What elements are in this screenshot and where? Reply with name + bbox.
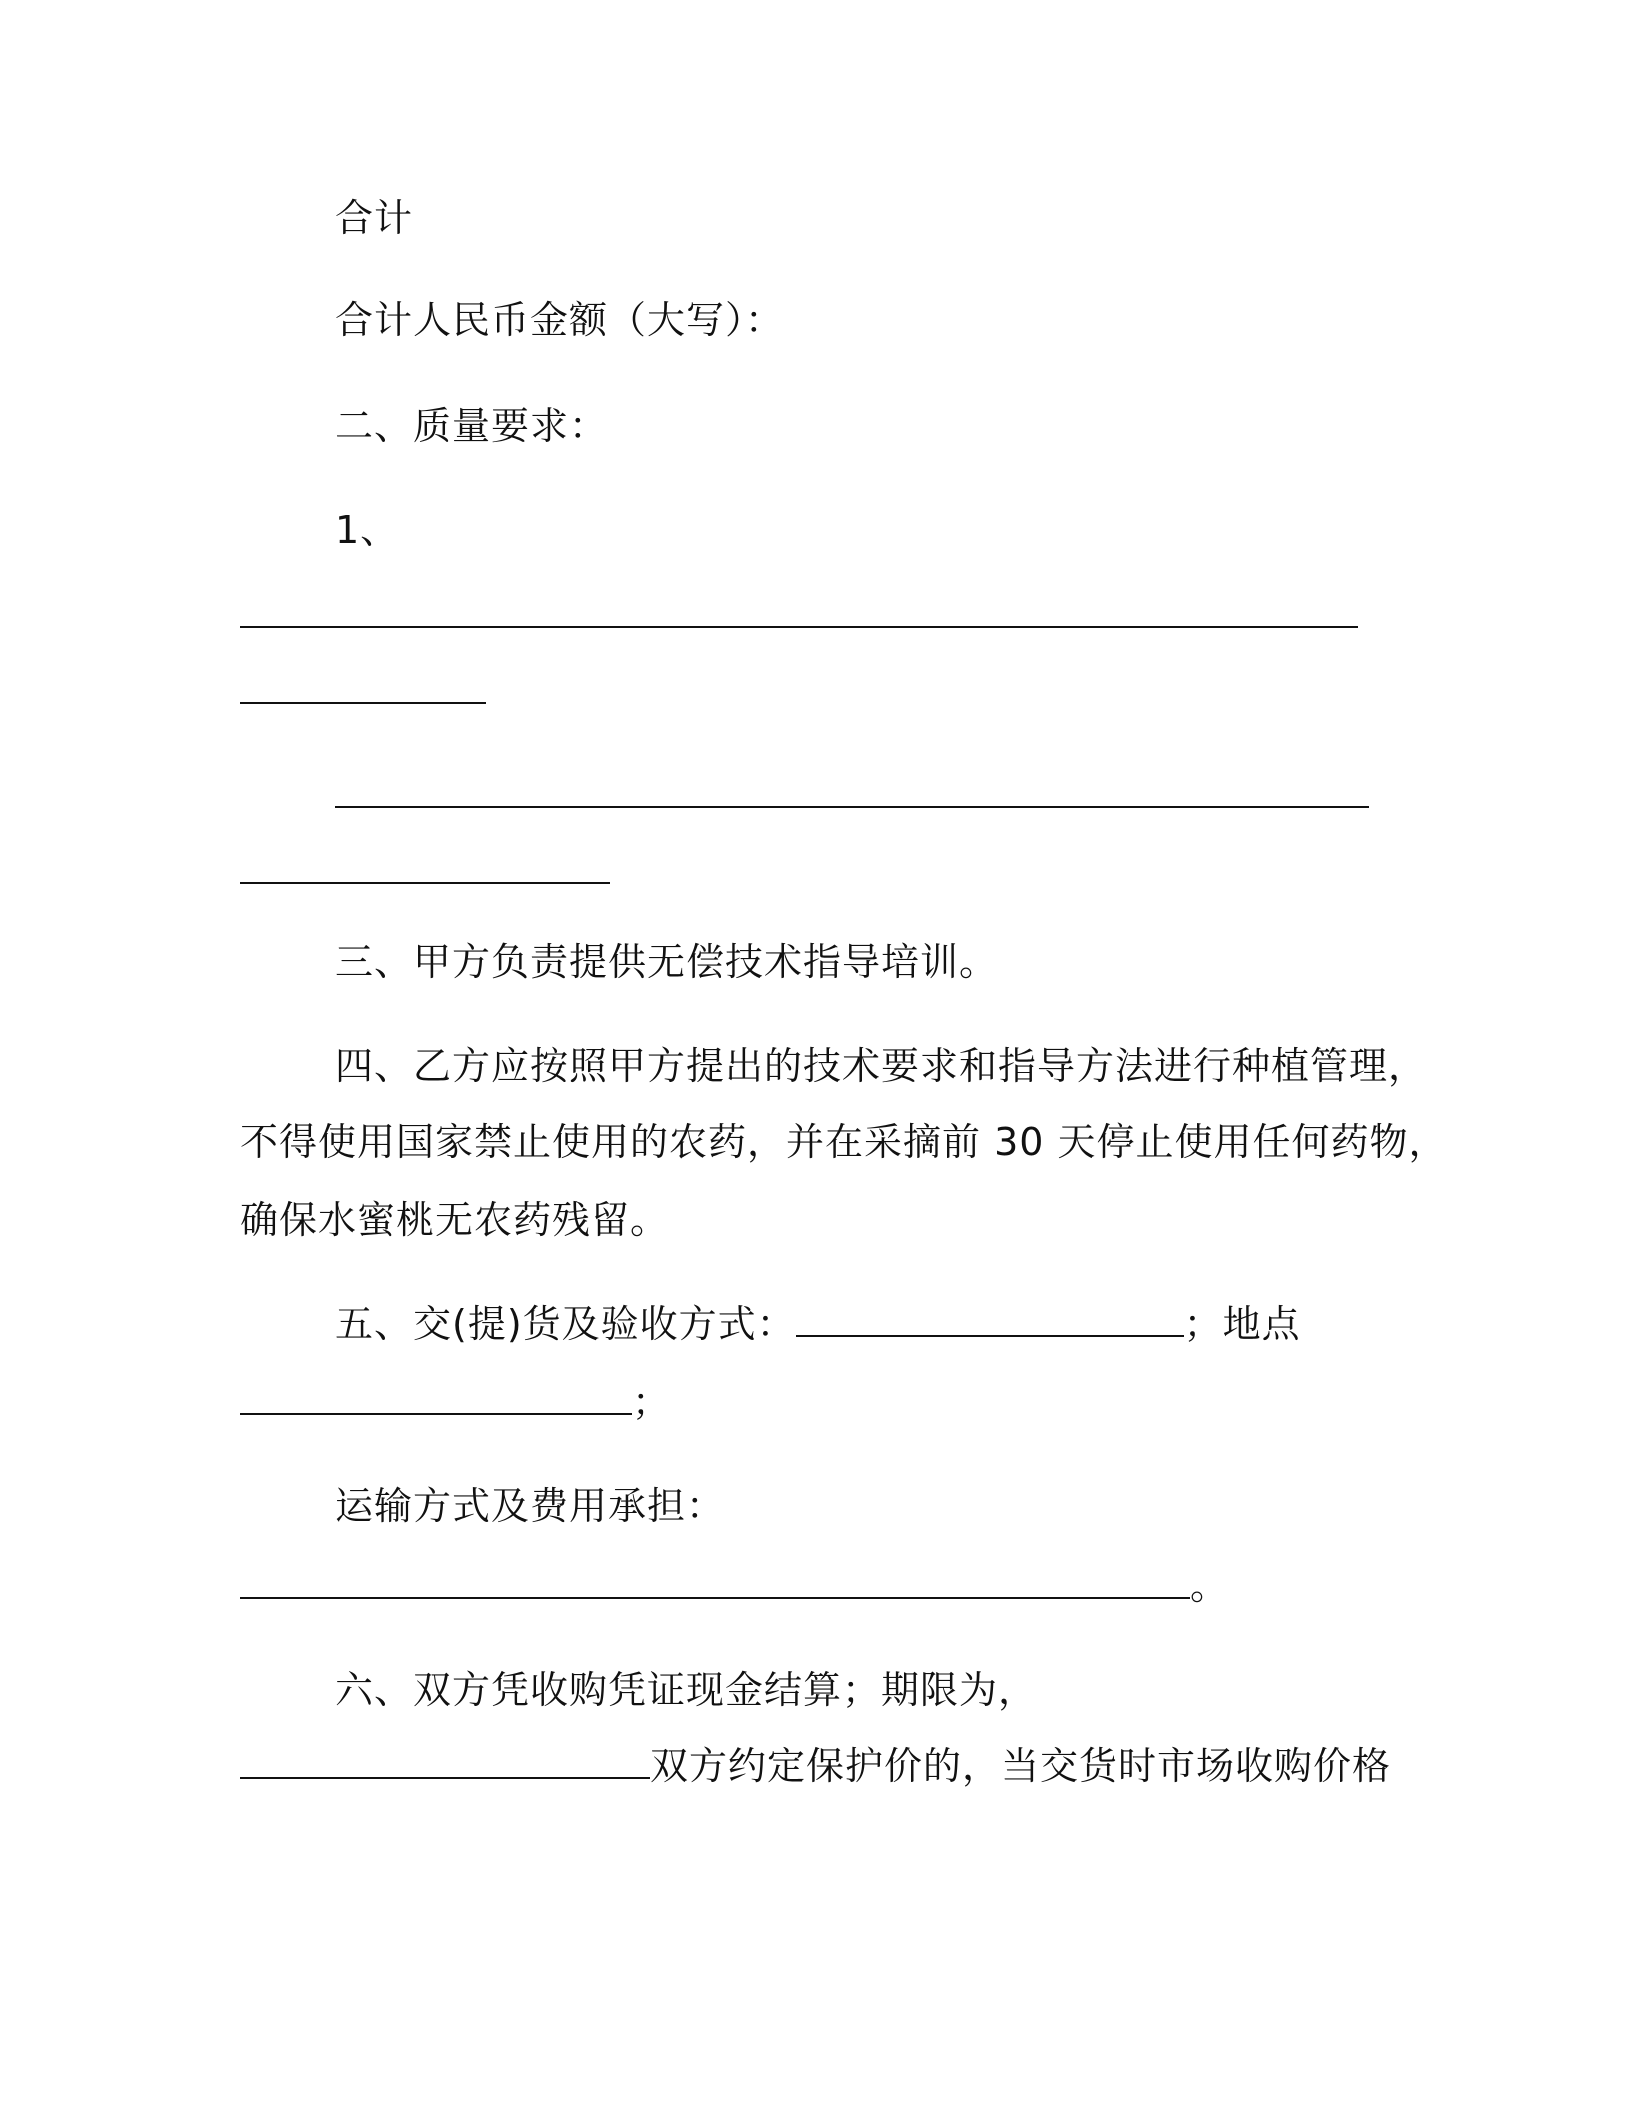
settlement-term-blank: [240, 1747, 650, 1779]
delivery-method-blank: [796, 1305, 1184, 1337]
transport-label: 运输方式及费用承担：: [335, 1484, 726, 1528]
transport-line: [240, 1562, 1229, 1610]
section5-line2: [240, 1378, 671, 1426]
blank-line-2b: [240, 880, 610, 884]
section5-line1: [335, 1300, 1301, 1348]
blank-line-2a: [335, 804, 1369, 808]
blank-line-1a: [240, 624, 1358, 628]
heji-amount-label: 合计人民币金额（大写）：: [335, 298, 785, 342]
section4-line3: 确保水蜜桃无农药残留。: [240, 1198, 670, 1242]
item1-label: 1、: [335, 508, 400, 552]
section5-end: ；: [632, 1380, 672, 1424]
section4-line2: 不得使用国家禁止使用的农药，并在采摘前 30 天停止使用任何药物，: [240, 1120, 1448, 1164]
section5-label: 五、交(提)货及验收方式：: [335, 1302, 796, 1346]
section6-line2: [240, 1742, 1391, 1790]
blank-line-1b: [240, 700, 486, 704]
transport-end: 。: [1190, 1564, 1230, 1608]
section3-text: 三、甲方负责提供无偿技术指导培训。: [335, 940, 999, 984]
section5-separator: ；: [1183, 1302, 1223, 1346]
section2-title: 二、质量要求：: [335, 404, 609, 448]
section4-line1: 四、乙方应按照甲方提出的技术要求和指导方法进行种植管理，: [335, 1044, 1428, 1088]
heji-label: 合计: [335, 196, 414, 240]
section5-place-label: 地点: [1222, 1302, 1301, 1346]
transport-blank: [240, 1567, 1190, 1599]
section6-line1: 六、双方凭收购凭证现金结算；期限为，: [335, 1668, 1038, 1712]
section6-line2-text: 双方约定保护价的，当交货时市场收购价格: [650, 1744, 1392, 1788]
delivery-place-blank: [240, 1383, 632, 1415]
